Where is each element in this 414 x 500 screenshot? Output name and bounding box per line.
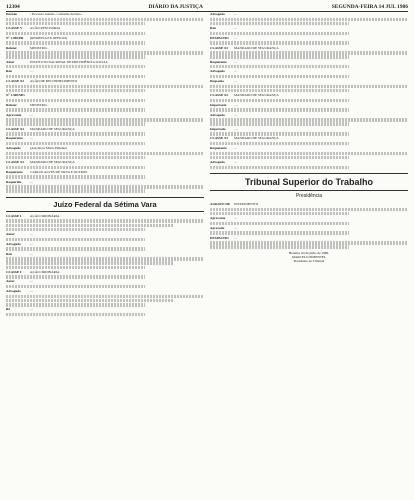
entry-label: Requerente xyxy=(6,136,23,141)
entry-text: MANDADO DE SEGURANÇA xyxy=(30,160,75,165)
case-entry xyxy=(6,60,204,64)
entry-label: Advogado xyxy=(210,160,225,165)
case-entry xyxy=(210,146,408,150)
text-line xyxy=(6,261,174,264)
case-entry xyxy=(6,46,204,50)
text-line xyxy=(210,212,349,215)
entry-label: Autor xyxy=(6,231,15,236)
entry-label: Réu xyxy=(6,69,12,74)
entry-text: ... xyxy=(234,79,237,84)
left-column xyxy=(6,12,204,496)
text-line xyxy=(6,89,145,92)
page-number: 12304 xyxy=(6,4,20,10)
text-line xyxy=(6,122,145,125)
court-title: Juízo Federal da Sétima Vara xyxy=(6,197,204,212)
entry-text: ... xyxy=(30,241,33,246)
text-line xyxy=(6,166,145,169)
text-line xyxy=(210,241,408,244)
entry-text: CARLOS ALVES DE SILVA E OUTROS xyxy=(30,169,88,174)
text-line xyxy=(6,18,204,21)
text-line xyxy=(6,219,204,222)
text-line xyxy=(6,142,145,145)
entry-text: INSTITUTO NACIONAL DE PREVIDÊNCIA SOCIAL xyxy=(30,59,108,64)
case-entry xyxy=(6,93,204,97)
case-entry xyxy=(210,226,408,230)
case-entry xyxy=(6,136,204,140)
entry-label: Impetrado xyxy=(210,126,226,131)
case-entry xyxy=(6,79,204,83)
text-line xyxy=(210,41,349,44)
entry-text: ... xyxy=(234,59,237,64)
text-line xyxy=(210,122,349,125)
entry-text: ... xyxy=(234,35,237,40)
text-line xyxy=(210,51,408,54)
tribunal-subtitle: Presidência xyxy=(295,193,323,200)
entry-text: ... xyxy=(30,179,33,184)
text-line xyxy=(210,65,349,68)
entry-label: Advogado xyxy=(6,241,21,246)
tribunal-title: Tribunal Superior do Trabalho xyxy=(210,173,408,191)
case-entry xyxy=(210,103,408,107)
entry-label: CLASSE XI xyxy=(6,160,24,165)
case-entry xyxy=(210,60,408,64)
entry-label: CLASSE XI xyxy=(6,79,24,84)
text-line xyxy=(6,224,174,227)
text-line xyxy=(6,175,145,178)
case-entry xyxy=(210,236,408,240)
case-entry xyxy=(6,12,204,16)
text-line xyxy=(210,222,349,225)
entry-label: Decisão xyxy=(6,12,18,16)
text-line xyxy=(6,32,145,35)
case-entry xyxy=(6,180,204,184)
entry-label: Advogado xyxy=(210,69,225,74)
entry-label: DESPACHO xyxy=(210,235,229,240)
case-entry xyxy=(6,26,204,30)
entry-text: ... xyxy=(30,251,33,256)
case-entry xyxy=(210,46,408,50)
entry-text: ... xyxy=(30,231,33,236)
text-line xyxy=(210,208,408,211)
right-entries xyxy=(210,12,408,169)
text-line xyxy=(6,275,145,278)
entry-text: (REMESSA EX OFFICIO) xyxy=(30,35,68,40)
text-line xyxy=(210,142,349,145)
entry-text: ... xyxy=(234,126,237,131)
entry-label: Ré xyxy=(6,307,10,312)
case-entry xyxy=(210,69,408,73)
entry-label: CLASSE XI xyxy=(210,136,228,141)
entry-text: ... xyxy=(234,12,237,16)
entry-label: Réu xyxy=(210,25,216,30)
text-line xyxy=(6,99,145,102)
text-line xyxy=(210,118,408,121)
text-line xyxy=(210,22,349,25)
entry-label: CLASSE XI xyxy=(210,93,228,98)
text-line xyxy=(6,295,204,298)
case-entry xyxy=(210,127,408,131)
text-line xyxy=(6,51,204,54)
case-entry xyxy=(6,252,204,256)
entry-label: Nº 1.500/MG xyxy=(6,93,25,98)
case-entry xyxy=(210,93,408,97)
entry-label: Advogado xyxy=(6,289,21,294)
case-entry xyxy=(210,26,408,30)
journal-title: DIÁRIO DA JUSTIÇA xyxy=(148,4,203,10)
case-entry xyxy=(6,160,204,164)
entry-label: CLASSE XI xyxy=(210,45,228,50)
entry-text: AÇÃO ORDINÁRIA xyxy=(30,269,60,274)
entry-text: AÇÃO ORDINÁRIA xyxy=(30,213,60,218)
text-line xyxy=(6,185,204,188)
entry-label: Requerente xyxy=(6,169,23,174)
right-lower-entries xyxy=(210,202,408,249)
case-entry xyxy=(6,214,204,218)
entry-text: ... xyxy=(234,160,237,165)
page-date: SEGUNDA-FEIRA 14 JUL 1986 xyxy=(331,4,408,10)
case-entry xyxy=(210,36,408,40)
case-entry xyxy=(6,170,204,174)
entry-label: Requerente xyxy=(210,146,227,151)
entry-text: ... xyxy=(234,112,237,117)
signature-name: MARCELO PIMENTEL xyxy=(291,254,327,259)
entry-label: Advogado xyxy=(210,12,225,16)
entry-text: : Processo sustado, conforme decisão... xyxy=(30,12,84,16)
case-entry xyxy=(210,216,408,220)
text-line xyxy=(6,132,145,135)
case-entry xyxy=(210,12,408,16)
case-entry xyxy=(6,36,204,40)
case-entry xyxy=(6,289,204,293)
entry-label: CLASSE I xyxy=(6,213,22,218)
entry-label: Despacho xyxy=(210,79,224,84)
entry-text: MINISTRO... xyxy=(30,102,49,107)
entry-text: (Ass) Rosa Maria Pimentel xyxy=(30,146,67,151)
text-line xyxy=(210,156,349,159)
text-line xyxy=(6,257,204,260)
text-line xyxy=(210,231,349,234)
text-line xyxy=(6,228,145,231)
entry-label: Advogado xyxy=(6,146,21,151)
entry-label: CLASSE V xyxy=(6,25,23,30)
case-entry xyxy=(6,69,204,73)
entry-text: MANDADO DE SEGURANÇA xyxy=(234,136,279,141)
entry-label: Agravado xyxy=(210,225,225,230)
case-entry xyxy=(210,136,408,140)
text-line xyxy=(210,99,349,102)
entry-text: ... xyxy=(234,216,237,221)
entry-text: AÇÃO DE RECONHECIMENTO xyxy=(30,79,78,84)
left-lower-entries xyxy=(6,214,204,317)
entry-text: ... xyxy=(234,146,237,151)
entry-text: MANDADO DE SEGURANÇA xyxy=(30,126,75,131)
entry-label: CLASSE XI xyxy=(6,126,24,131)
case-entry xyxy=(6,270,204,274)
text-line xyxy=(210,166,349,169)
text-line xyxy=(6,75,145,78)
entry-label: Nº 1.000/PR xyxy=(6,35,24,40)
case-entry xyxy=(210,202,408,206)
text-line xyxy=(6,108,145,111)
entry-label: Advogado xyxy=(210,112,225,117)
entry-label: Autor xyxy=(6,59,15,64)
text-line xyxy=(6,22,145,25)
text-line xyxy=(210,18,408,21)
entry-text: ... xyxy=(234,69,237,74)
entry-text: MANDADO DE SEGURANÇA xyxy=(234,93,279,98)
entry-text: ... xyxy=(30,112,33,117)
entry-label: Autor xyxy=(6,279,15,284)
entry-label: Impetrante xyxy=(210,102,227,107)
case-entry xyxy=(6,307,204,311)
text-line xyxy=(6,156,145,159)
entry-text: ... xyxy=(234,102,237,107)
text-line xyxy=(210,245,349,248)
entry-label: Réu xyxy=(6,251,12,256)
signature-block xyxy=(210,251,408,263)
entry-label: Relator xyxy=(6,45,17,50)
entry-label: Agravante xyxy=(210,216,226,221)
case-entry xyxy=(6,232,204,236)
entry-text: MINISTRO... xyxy=(30,45,49,50)
text-line xyxy=(6,65,145,68)
entry-text: ... xyxy=(30,289,33,294)
entry-label: Relator xyxy=(6,102,17,107)
case-entry xyxy=(6,113,204,117)
text-line xyxy=(6,238,145,241)
entry-label: Requerido xyxy=(6,179,22,184)
text-line xyxy=(210,152,408,155)
entry-text: AÇÃO RESCISÓRIA xyxy=(30,25,61,30)
text-line xyxy=(210,32,349,35)
entry-text: ... xyxy=(30,136,33,141)
text-line xyxy=(210,89,349,92)
text-line xyxy=(210,132,349,135)
case-entry xyxy=(6,146,204,150)
text-line xyxy=(6,285,145,288)
case-entry xyxy=(210,79,408,83)
case-entry xyxy=(6,127,204,131)
page-header xyxy=(6,4,408,12)
entry-text: ... xyxy=(234,25,237,30)
case-entry xyxy=(210,160,408,164)
text-line xyxy=(210,85,408,88)
case-entry xyxy=(6,103,204,107)
text-line xyxy=(6,41,145,44)
text-line xyxy=(6,189,145,192)
signature-date: Brasília, 04 de julho de 1986. xyxy=(288,250,330,255)
text-line xyxy=(6,303,145,306)
text-line xyxy=(6,55,145,58)
entry-text: ... xyxy=(234,225,237,230)
text-line xyxy=(6,85,204,88)
entry-label: CLASSE I xyxy=(6,269,22,274)
entry-text: ... xyxy=(234,235,237,240)
entry-text: ... xyxy=(30,307,33,312)
entry-label: DESPACHO xyxy=(210,35,229,40)
text-line xyxy=(210,75,349,78)
text-line xyxy=(210,55,349,58)
entry-text: ... xyxy=(30,279,33,284)
entry-text: MANDADO DE SEGURANÇA xyxy=(234,45,279,50)
entry-text: INSTRUMENTO xyxy=(234,202,259,207)
left-entries xyxy=(6,12,204,193)
text-line xyxy=(6,299,174,302)
text-line xyxy=(6,152,204,155)
entry-label: Requerente xyxy=(210,59,227,64)
text-line xyxy=(6,247,145,250)
text-line xyxy=(6,313,145,316)
entry-text: ... xyxy=(30,69,33,74)
text-line xyxy=(210,108,349,111)
case-entry xyxy=(210,113,408,117)
case-entry xyxy=(6,242,204,246)
entry-label: AGRAVO DE xyxy=(210,202,231,207)
entry-label: Agravante xyxy=(6,112,22,117)
text-line xyxy=(6,266,145,269)
signature-role: Presidente do Tribunal xyxy=(293,258,325,263)
right-column xyxy=(210,12,408,496)
case-entry xyxy=(6,279,204,283)
text-line xyxy=(6,118,204,121)
